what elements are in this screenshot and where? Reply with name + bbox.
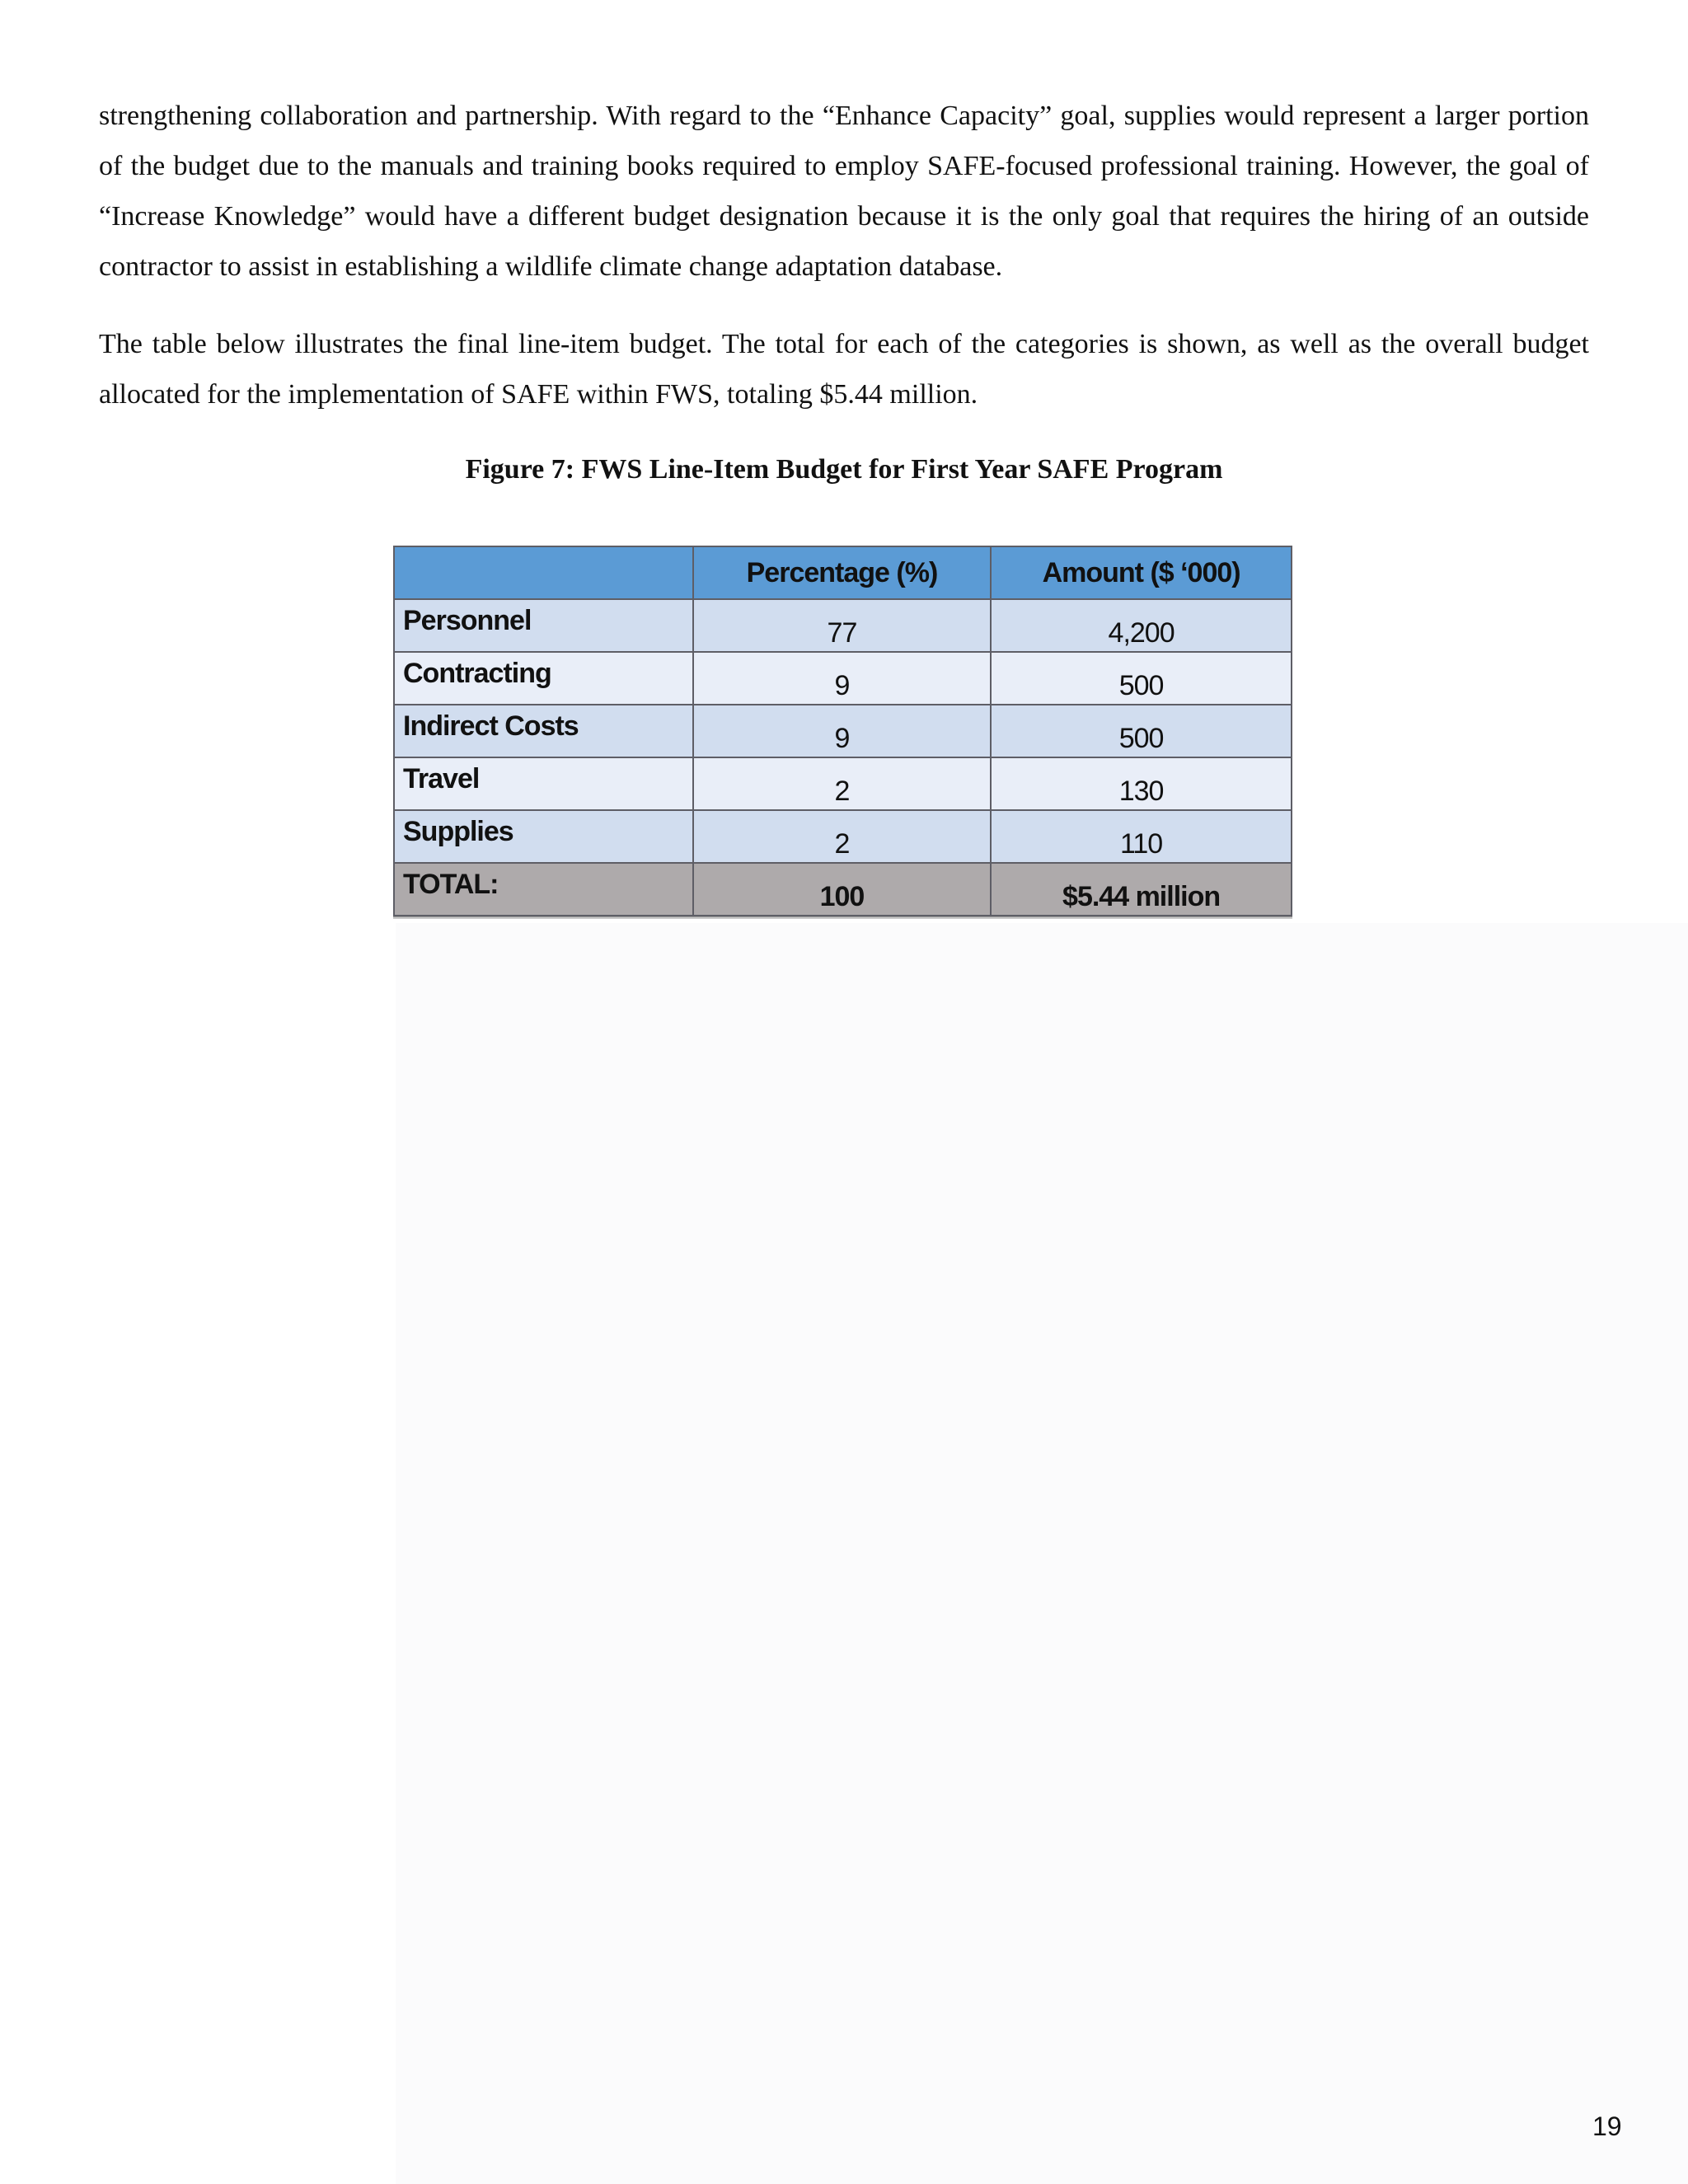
total-percentage: 100: [693, 863, 992, 916]
row-percentage: 2: [693, 757, 992, 810]
row-percentage: 9: [693, 705, 992, 757]
row-label: Personnel: [394, 599, 693, 652]
table-header-row: [394, 546, 1292, 599]
body-paragraph-2: The table below illustrates the final line-item budget. The total for each of the categories is shown, as well as the overall budget allocated for the implementation of SAFE within FWS, totaling $5.44 million.: [99, 329, 1589, 410]
row-label: Contracting: [394, 652, 693, 705]
row-amount: 500: [991, 652, 1292, 705]
budget-table: [393, 546, 1292, 916]
row-label: Travel: [394, 757, 693, 810]
body-paragraph-1: strengthening collaboration and partnership. With regard to the “Enhance Capacity” goal, supplies would represent a larger portion of the budget due to the manuals and training books required to employ SAFE-focused professional training. However, the goal of “Increase Knowledge” would have a different budget designation because it is the only goal that requires the hiring of an outside contractor to assist in establishing a wildlife climate change adaptation database.: [99, 101, 1589, 282]
table-row: [394, 599, 1292, 652]
figure-caption: Figure 7: FWS Line-Item Budget for First Year SAFE Program: [465, 454, 1223, 485]
page-number: 19: [1592, 2111, 1622, 2141]
row-amount: 130: [991, 757, 1292, 810]
row-percentage: 2: [693, 810, 992, 863]
row-percentage: 77: [693, 599, 992, 652]
table-total-row: [394, 863, 1292, 916]
page-background-shade: [396, 923, 1688, 2184]
row-label: Indirect Costs: [394, 705, 693, 757]
total-amount: $5.44 million: [991, 863, 1292, 916]
table-row: [394, 705, 1292, 757]
table-row: [394, 652, 1292, 705]
row-amount: 110: [991, 810, 1292, 863]
row-label: Supplies: [394, 810, 693, 863]
row-amount: 4,200: [991, 599, 1292, 652]
table-row: [394, 810, 1292, 863]
header-amount: Amount ($ ‘000): [991, 546, 1292, 599]
row-amount: 500: [991, 705, 1292, 757]
header-percentage: Percentage (%): [693, 546, 992, 599]
total-label: TOTAL:: [394, 863, 693, 916]
row-percentage: 9: [693, 652, 992, 705]
table-row: [394, 757, 1292, 810]
header-blank-cell: [394, 546, 693, 599]
